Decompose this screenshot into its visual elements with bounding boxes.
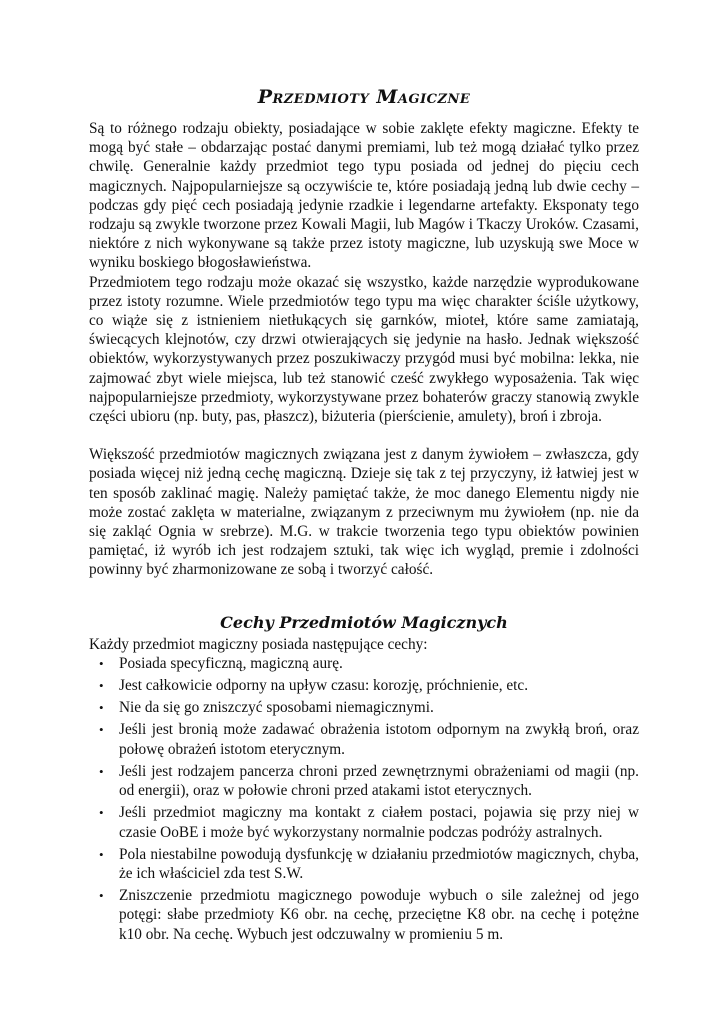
list-item [89,720,639,758]
list-item [89,762,639,800]
section-lead: Każdy przedmiot magiczny posiada następujące cechy: [89,635,428,653]
bullet-icon: • [99,846,104,862]
bullet-icon: • [99,722,104,738]
paragraph-objects: Przedmiotem tego rodzaju może okazać się wszystko, każde narzędzie wyprodukowane przez istoty rozumne. Wiele przedmiotów tego typu ma więc charakter ściśle użytkowy, co wiąże się z istnieniem nietłukących się garnków, mioteł, które same zamiatają, świecących klejnotów, czy drzwi otwierających się jedynie na hasło. Jednak większość obiektów, wykorzystywanych przez poszukiwaczy przygód musi być mobilna: lekka, nie zajmować zbyt wiele miejsca, lub też stanowić cześć zwykłego wyposażenia. Tak więc najpopularniejsze przedmioty, wykorzystywane przez bohaterów graczy stanowią zwykle części ubioru (np. buty, pas, płaszcz), biżuteria (pierścienie, amulety), broń i zbroja. [89,273,639,426]
list-item [89,886,639,944]
list-item-text: Posiada specyficzną, magiczną aurę. [119,654,343,672]
page-title: Przedmioty Magiczne [257,86,471,108]
list-item-text: Jeśli przedmiot magiczny ma kontakt z ciałem postaci, pojawia się przy niej w czasie OoBE i może być wykorzystany normalnie podczas podróży astralnych. [119,804,639,841]
bullet-icon: • [99,655,104,671]
paragraph-elements: Większość przedmiotów magicznych związana jest z danym żywiołem – zwłaszcza, gdy posiada więcej niż jedną cechę magiczną. Dzieje się tak z tej przyczyny, iż łatwiej jest w ten sposób zaklinać magię. Należy pamiętać także, że moc danego Elementu nigdy nie może zostać zaklęta w materialne, związanym z przeciwnym mu żywiołem (np. nie da się zakląć Ognia w srebrze). M.G. w trakcie tworzenia tego typu obiektów powinien pamiętać, iż wyrób ich jest rodzajem sztuki, tak więc ich wygląd, premie i zdolności powinny być zharmonizowane ze sobą i tworzyć całość. [89,446,639,579]
list-item-text: Jest całkowicie odporny na upływ czasu: korozję, próchnienie, etc. [119,677,529,695]
list-item-text: Jeśli jest rodzajem pancerza chroni przed zewnętrznymi obrażeniami od magii (np. od energii), oraz w połowie chroni przed atakami istot eterycznych. [119,762,639,800]
document-page [89,84,639,947]
paragraph-intro: Są to różnego rodzaju obiekty, posiadające w sobie zaklęte efekty magiczne. Efekty te mogą być stałe – obdarzając postać danymi premiami, lub też mogą działać tylko przez chwilę. Generalnie każdy przedmiot tego typu posiada od jednej do pięciu cech magicznych. Najpopularniejsze są oczywiście te, które posiadają jedną lub dwie cechy – podczas gdy pięć cech posiadają jedynie rzadkie i legendarne artefakty. Eksponaty tego rodzaju są zwykle tworzone przez Kowali Magii, lub Magów i Tkaczy Uroków. Czasami, niektóre z nich wykonywane są także przez istoty magiczne, lub uzyskują swe Moce w wyniku boskiego błogosławieństwa. [89,120,639,272]
list-item-text: Zniszczenie przedmiotu magicznego powoduje wybuch o sile zależnej od jego potęgi: słabe przedmioty K6 obr. na cechę, przeciętne K8 obr. na cechę i potężne k10 obr. Na cechę. Wybuch jest odczuwalny w promieniu 5 m. [119,887,639,943]
list-item [89,845,639,883]
list-item-text: Pola niestabilne powodują dysfunkcję w działaniu przedmiotów magicznych, chyba, że ich właściciel zda test S.W. [119,845,639,882]
bullet-icon: • [99,888,104,904]
list-item [89,676,639,695]
list-item [89,654,639,673]
bullet-icon: • [99,700,104,716]
list-item [89,698,639,717]
features-list [89,654,639,944]
bullet-icon: • [99,763,104,779]
section-spacer [89,580,639,612]
bullet-icon: • [99,805,104,821]
paragraph-spacer [89,426,639,445]
bullet-icon: • [99,678,104,694]
list-item-text: Jeśli jest bronią może zadawać obrażenia istotom odpornym na zwykłą broń, oraz połowę obrażeń istotom eterycznym. [119,721,639,758]
list-item [89,803,639,841]
section-title: Cechy Przedmiotów Magicznych [220,612,508,632]
list-item-text: Nie da się go zniszczyć sposobami niemagicznymi. [119,699,434,717]
